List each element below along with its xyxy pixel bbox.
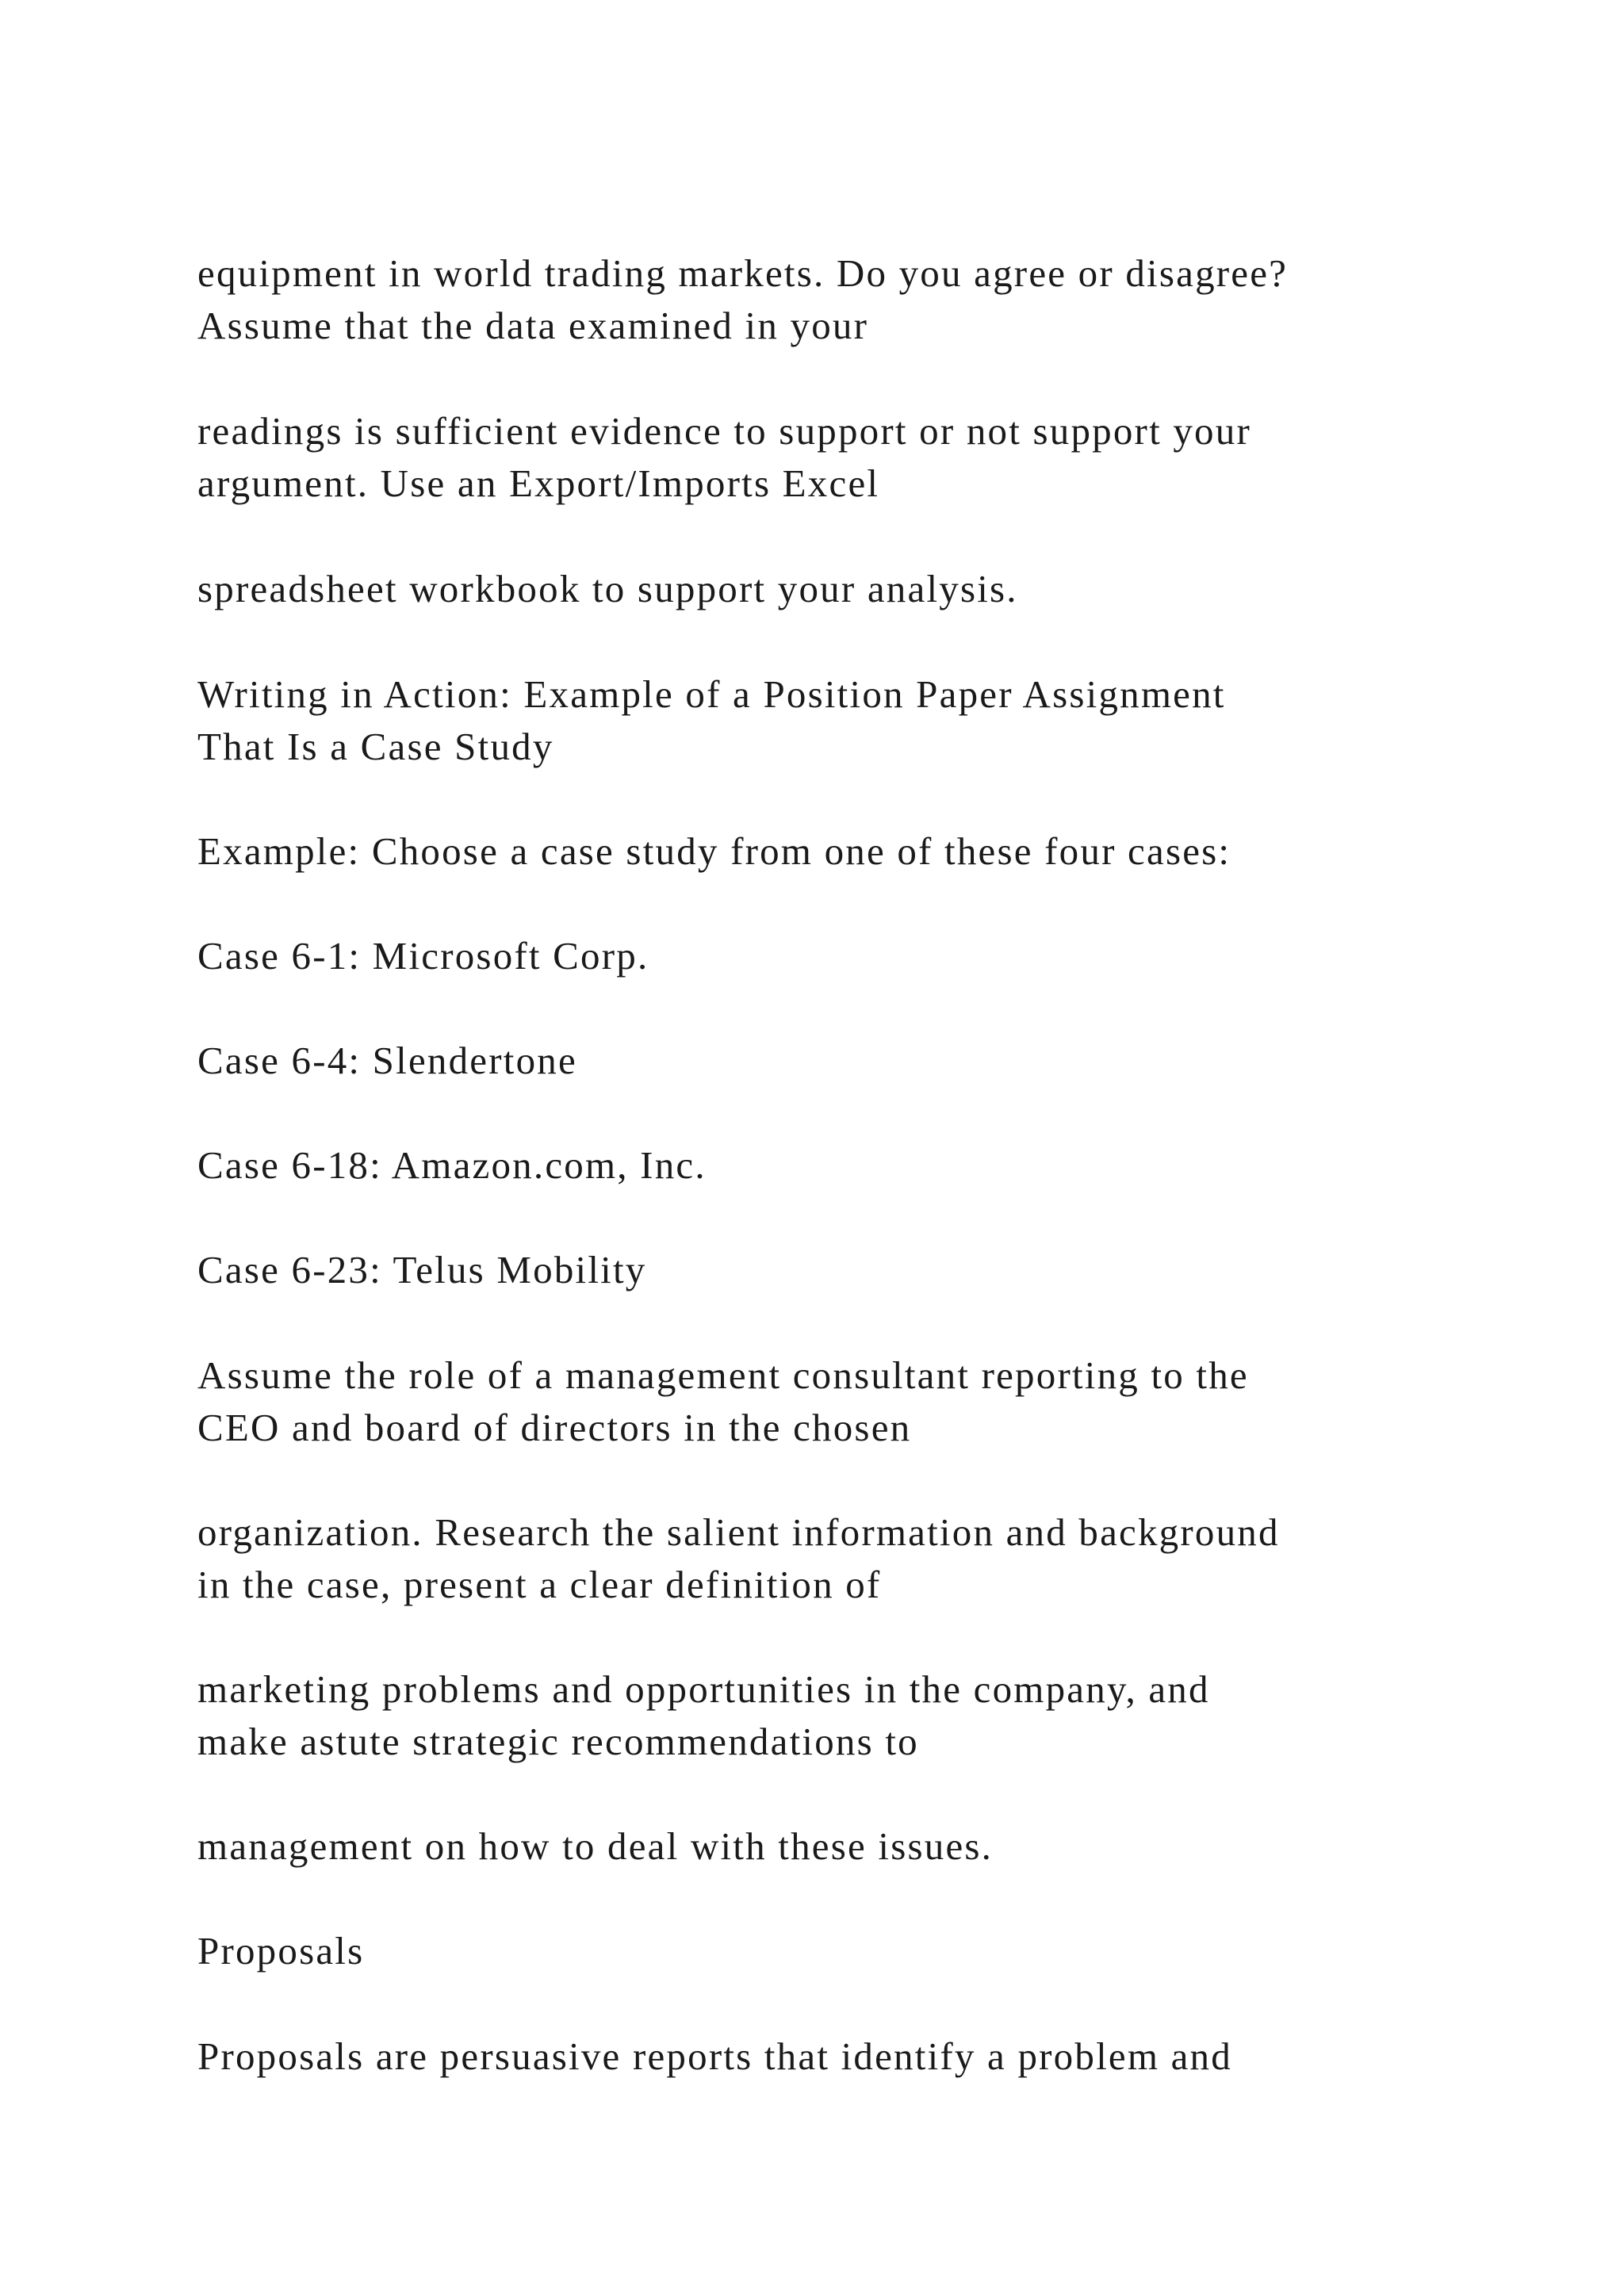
text-line: Case 6-23: Telus Mobility <box>197 1248 647 1292</box>
text-line: Assume the role of a management consultant reporting to the <box>197 1353 1249 1397</box>
case-item-slendertone <box>197 1035 1514 1087</box>
text-line: make astute strategic recommendations to <box>197 1720 919 1763</box>
paragraph-trading-markets <box>197 247 1514 352</box>
case-item-amazon <box>197 1139 1514 1192</box>
paragraph-readings-evidence <box>197 405 1514 510</box>
case-item-microsoft <box>197 930 1514 982</box>
paragraph-consultant-role <box>197 1349 1514 1454</box>
text-line: Case 6-4: Slendertone <box>197 1039 577 1082</box>
paragraph-writing-in-action-heading <box>197 668 1514 773</box>
paragraph-proposals-definition <box>197 2030 1514 2083</box>
paragraph-research-information <box>197 1506 1514 1611</box>
text-line: Proposals are persuasive reports that identify a problem and <box>197 2034 1232 2078</box>
text-line: Writing in Action: Example of a Position Paper Assignment <box>197 672 1226 716</box>
case-item-telus <box>197 1244 1514 1296</box>
text-line: CEO and board of directors in the chosen <box>197 1406 912 1449</box>
text-line: equipment in world trading markets. Do you agree or disagree? <box>197 251 1289 295</box>
paragraph-management-issues <box>197 1820 1514 1873</box>
text-line: readings is sufficient evidence to support or not support your <box>197 409 1251 453</box>
paragraph-choose-case-study <box>197 825 1514 878</box>
text-line: marketing problems and opportunities in the company, and <box>197 1667 1210 1711</box>
text-line: Case 6-18: Amazon.com, Inc. <box>197 1143 707 1187</box>
text-line: Case 6-1: Microsoft Corp. <box>197 934 649 978</box>
paragraph-marketing-problems <box>197 1663 1514 1768</box>
section-heading-proposals <box>197 1925 1514 1977</box>
text-line: Example: Choose a case study from one of these four cases: <box>197 829 1231 873</box>
text-line: That Is a Case Study <box>197 725 554 768</box>
text-line: Proposals <box>197 1929 365 1973</box>
text-line: in the case, present a clear definition of <box>197 1563 882 1606</box>
text-line: argument. Use an Export/Imports Excel <box>197 461 880 505</box>
text-line: management on how to deal with these issues. <box>197 1824 994 1868</box>
text-line: organization. Research the salient information and background <box>197 1510 1280 1554</box>
text-line: spreadsheet workbook to support your analysis. <box>197 567 1018 610</box>
paragraph-spreadsheet-workbook <box>197 563 1514 615</box>
text-line: Assume that the data examined in your <box>197 304 869 347</box>
